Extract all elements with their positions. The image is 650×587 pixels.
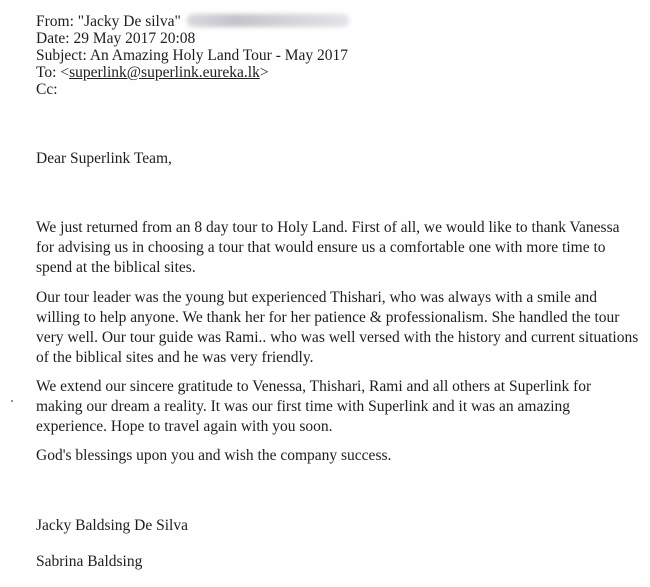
redacted-email-blur — [187, 14, 349, 27]
email-date-line: Date: 29 May 2017 20:08 — [36, 30, 196, 47]
paragraph-3-line-1: We extend our sincere gratitude to Venessa, Thishari, Rami and all others at Superlink for — [36, 378, 592, 395]
signature-1: Jacky Baldsing De Silva — [36, 517, 188, 534]
paragraph-2-line-1: Our tour leader was the young but experienced Thishari, who was always with a smile and — [36, 289, 598, 306]
paragraph-2-line-2: willing to help anyone. We thank her for her patience & professionalism. She handled the tour — [36, 309, 620, 326]
to-label: To: — [36, 64, 57, 81]
from-name: "Jacky De silva" — [77, 13, 181, 30]
paragraph-1-line-1: We just returned from an 8 day tour to Holy Land. First of all, we would like to thank Vanessa — [36, 219, 620, 236]
signature-2: Sabrina Baldsing — [36, 553, 143, 570]
email-to-line — [36, 64, 269, 81]
paragraph-3-line-2: making our dream a reality. It was our first time with Superlink and it was an amazing — [36, 398, 571, 415]
from-label: From: — [36, 13, 74, 30]
greeting: Dear Superlink Team, — [36, 150, 172, 167]
to-open-bracket: < — [60, 64, 70, 81]
scan-speck — [11, 400, 13, 402]
email-from-line — [36, 13, 349, 30]
to-close-bracket: > — [259, 64, 269, 81]
email-subject-line: Subject: An Amazing Holy Land Tour - May 2017 — [36, 47, 349, 64]
paragraph-1-line-2: for advising us in choosing a tour that would ensure us a comfortable one with more time to — [36, 239, 606, 256]
paragraph-2-line-4: of the biblical sites and he was very friendly. — [36, 349, 314, 366]
email-cc-line: Cc: — [36, 81, 58, 98]
paragraph-4-line-1: God's blessings upon you and wish the company success. — [36, 447, 392, 464]
paragraph-1-line-3: spend at the biblical sites. — [36, 259, 196, 276]
paragraph-2-line-3: very well. Our tour guide was Rami.. who was well versed with the history and current situations — [36, 329, 639, 346]
paragraph-3-line-3: experience. Hope to travel again with you soon. — [36, 418, 333, 435]
to-email-link[interactable]: superlink@superlink.eureka.lk — [69, 64, 260, 81]
